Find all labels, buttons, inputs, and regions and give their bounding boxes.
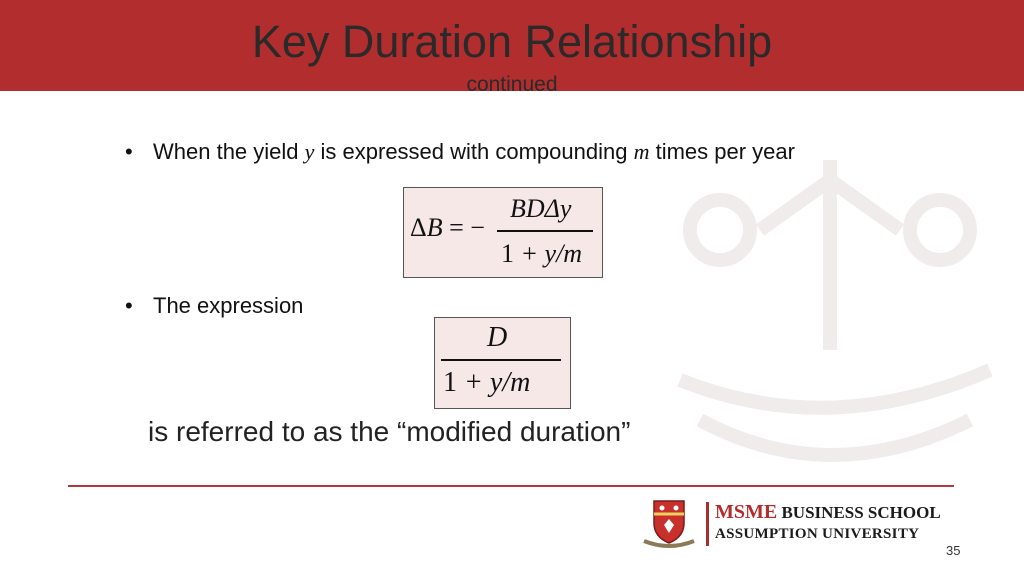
logo-brand: MSME <box>715 501 778 523</box>
logo-separator <box>706 502 709 546</box>
slide-title: Key Duration Relationship <box>251 16 773 67</box>
crest-watermark <box>640 120 1024 500</box>
logo-university-name: ASSUMPTION UNIVERSITY <box>715 526 920 542</box>
formula-numerator: D <box>487 322 508 353</box>
bullet-var-m: m <box>633 139 650 164</box>
formula-lhs-delta: Δ <box>410 213 427 242</box>
fraction-bar <box>497 230 593 232</box>
bullet-yield-compounding <box>125 137 873 167</box>
formula-denominator <box>501 239 582 269</box>
formula-denominator <box>443 367 530 399</box>
denominator-one: 1 <box>443 367 457 398</box>
bullet-expression <box>125 291 304 321</box>
denominator-one: 1 <box>501 239 514 268</box>
formula-numerator: BDΔy <box>510 194 572 223</box>
bullet-dot: • <box>125 139 133 164</box>
bullet-var-y: y <box>304 139 315 164</box>
formula-lhs <box>410 213 485 243</box>
logo-business-school: BUSINESS SCHOOL <box>781 503 941 522</box>
fraction-bar <box>441 359 561 361</box>
bullet-text-mid: is expressed with compounding <box>314 139 634 164</box>
modified-duration-statement: is referred to as the “modified duration” <box>148 416 631 447</box>
slide-subtitle: continued <box>466 73 558 96</box>
formula-modified-duration <box>434 317 571 409</box>
formula-lhs-var: B <box>426 213 443 242</box>
formula-lhs-ops: = − <box>442 213 485 242</box>
bullet-text-pre: When the yield <box>153 139 305 164</box>
university-crest-logo <box>640 497 698 549</box>
denominator-rest: + y/m <box>520 239 583 268</box>
bullet-text-post: times per year <box>649 139 795 164</box>
formula-delta-b <box>403 187 603 278</box>
logo-school-name <box>715 501 941 524</box>
footer-divider <box>68 485 954 487</box>
page-number: 35 <box>946 543 961 558</box>
bullet-text: The expression <box>153 293 304 318</box>
bullet-dot: • <box>125 293 133 318</box>
denominator-rest: + y/m <box>464 367 531 398</box>
